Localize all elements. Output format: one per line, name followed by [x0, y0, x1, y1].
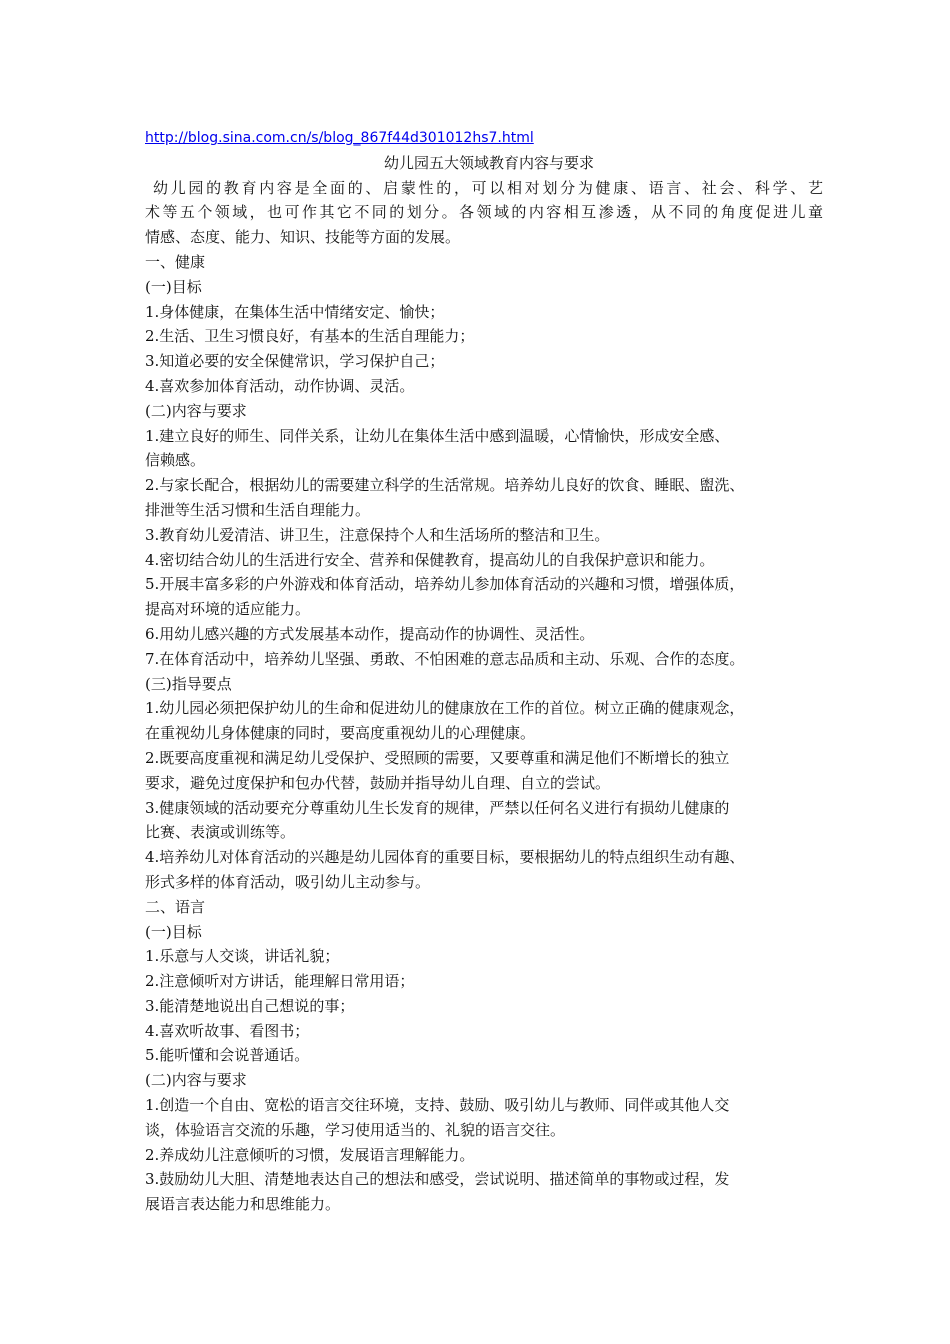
- list-item-continuation: 在重视幼儿身体健康的同时，要高度重视幼儿的心理健康。: [145, 724, 536, 743]
- list-item: 3.知道必要的安全保健常识，学习保护自己；: [145, 352, 445, 371]
- list-item-continuation: 展语言表达能力和思维能力。: [145, 1195, 341, 1214]
- list-item: 5.能听懂和会说普通话。: [145, 1046, 310, 1065]
- list-item: 1.建立良好的师生、同伴关系，让幼儿在集体生活中感到温暖，心情愉快，形成安全感、: [145, 426, 730, 445]
- list-item: 5.开展丰富多彩的户外游戏和体育活动，培养幼儿参加体育活动的兴趣和习惯，增强体质，: [145, 575, 745, 594]
- list-item-continuation: 排泄等生活习惯和生活自理能力。: [145, 500, 371, 519]
- subsection-heading: (二)内容与要求: [145, 1071, 247, 1090]
- section-heading: 二、语言: [145, 897, 206, 916]
- document-body: [145, 126, 823, 1217]
- list-item: 2.养成幼儿注意倾听的习惯，发展语言理解能力。: [145, 1145, 475, 1164]
- list-item: 2.既要高度重视和满足幼儿受保护、受照顾的需要，又要尊重和满足他们不断增长的独立: [145, 748, 730, 767]
- subsection-heading: (三)指导要点: [145, 674, 232, 693]
- list-item: 1.身体健康，在集体生活中情绪安定、愉快；: [145, 302, 445, 321]
- list-item: 1.创造一个自由、宽松的语言交往环境，支持、鼓励、吸引幼儿与教师、同伴或其他人交: [145, 1096, 730, 1115]
- list-item-continuation: 信赖感。: [145, 451, 206, 470]
- list-item: 3.教育幼儿爱清洁、讲卫生，注意保持个人和生活场所的整洁和卫生。: [145, 525, 610, 544]
- paragraph-line: 幼儿园的教育内容是全面的、启蒙性的，可以相对划分为健康、语言、社会、科学、艺: [153, 178, 823, 197]
- list-item: 4.培养幼儿对体育活动的兴趣是幼儿园体育的重要目标，要根据幼儿的特点组织生动有趣、: [145, 848, 745, 867]
- list-item-continuation: 形式多样的体育活动，吸引幼儿主动参与。: [145, 872, 431, 891]
- list-item: 2.注意倾听对方讲话，能理解日常用语；: [145, 972, 415, 991]
- section-heading: 一、健康: [145, 252, 206, 271]
- list-item: 3.鼓励幼儿大胆、清楚地表达自己的想法和感受，尝试说明、描述简单的事物或过程，发: [145, 1170, 730, 1189]
- list-item: 4.喜欢听故事、看图书；: [145, 1021, 310, 1040]
- subsection-heading: (一)目标: [145, 277, 202, 296]
- list-item: 4.喜欢参加体育活动，动作协调、灵活。: [145, 376, 415, 395]
- list-item: 2.与家长配合，根据幼儿的需要建立科学的生活常规。培养幼儿良好的饮食、睡眠、盥洗、: [145, 476, 745, 495]
- list-item-continuation: 比赛、表演或训练等。: [145, 823, 296, 842]
- subsection-heading: (二)内容与要求: [145, 401, 247, 420]
- list-item: 1.乐意与人交谈，讲话礼貌；: [145, 947, 340, 966]
- subsection-heading: (一)目标: [145, 922, 202, 941]
- list-item: 3.能清楚地说出自己想说的事；: [145, 996, 355, 1015]
- list-item-continuation: 提高对环境的适应能力。: [145, 600, 311, 619]
- list-item: 1.幼儿园必须把保护幼儿的生命和促进幼儿的健康放在工作的首位。树立正确的健康观念，: [145, 699, 745, 718]
- list-item: 4.密切结合幼儿的生活进行安全、营养和保健教育，提高幼儿的自我保护意识和能力。: [145, 550, 715, 569]
- document-title: 幼儿园五大领域教育内容与要求: [383, 153, 594, 172]
- list-item-continuation: 谈，体验语言交流的乐趣，学习使用适当的、礼貌的语言交往。: [145, 1120, 566, 1139]
- list-item: 6.用幼儿感兴趣的方式发展基本动作，提高动作的协调性、灵活性。: [145, 624, 595, 643]
- paragraph-line: 情感、态度、能力、知识、技能等方面的发展。: [145, 228, 461, 247]
- paragraph-line: 术等五个领域，也可作其它不同的划分。各领域的内容相互渗透，从不同的角度促进儿童: [145, 203, 823, 222]
- list-item: 2.生活、卫生习惯良好，有基本的生活自理能力；: [145, 327, 475, 346]
- list-item: 3.健康领域的活动要充分尊重幼儿生长发育的规律，严禁以任何名义进行有损幼儿健康的: [145, 798, 730, 817]
- source-url-link[interactable]: http://blog.sina.com.cn/s/blog_867f44d301012hs7.html: [145, 130, 534, 146]
- list-item: 7.在体育活动中，培养幼儿坚强、勇敢、不怕困难的意志品质和主动、乐观、合作的态度。: [145, 649, 745, 668]
- list-item-continuation: 要求，避免过度保护和包办代替，鼓励并指导幼儿自理、自立的尝试。: [145, 773, 611, 792]
